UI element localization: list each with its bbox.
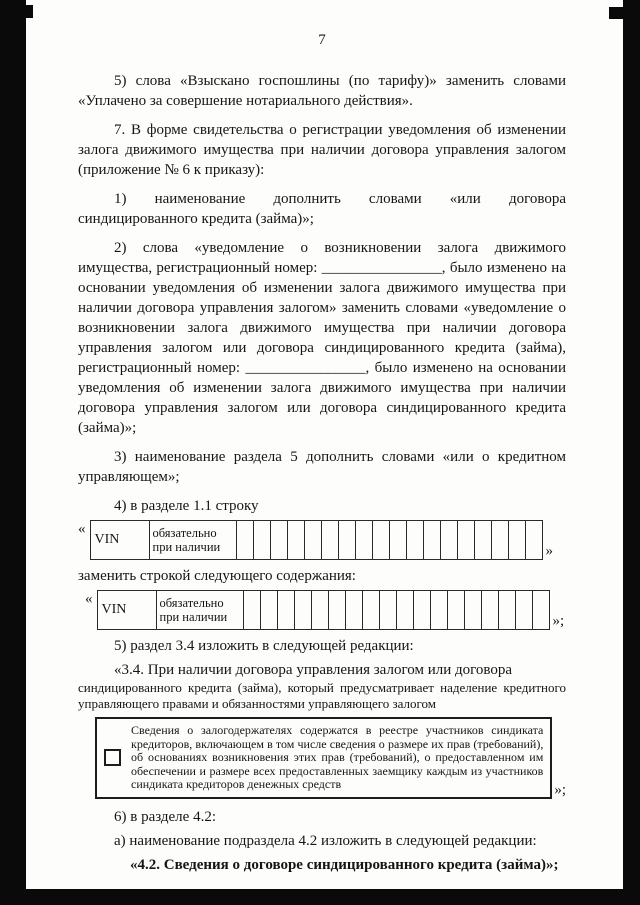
paragraph-sub1: 1) наименование дополнить словами «или договора синдицированного кредита (займа)»; bbox=[78, 191, 566, 227]
vin-empty-cell bbox=[413, 591, 430, 630]
paragraph-sub2: 2) слова «уведомление о возникновении залога движимого имущества, регистрационный номер: ________________, было изменено на основании уведомления об изменении залога движимого имущества при наличии договора управления залогом» заменить словами «уведомление о возникновении залога движимого имущества при наличии договора управления залогом или договора синдицированного кредита (займа), регистрационный номер: ________________, было изменено на основании уведомления об изменении залога движимого имущества при наличии договора управления залогом или договора синдицированного кредита (займа)»; bbox=[78, 240, 566, 436]
vin-empty-cell bbox=[311, 591, 328, 630]
checkbox-text: Сведения о залогодержателях содержатся в реестре участников синдиката кредиторов, включающем в том числе сведения о размере их прав (требований), об основаниях возникновения этих прав (требований), о предоставленном им обеспечении и размере всех предоставленных заемщику каждым из участников синдиката кредиторов денежных средств bbox=[131, 723, 544, 791]
scan-edge-bottom bbox=[0, 889, 640, 905]
vin-empty-cell bbox=[389, 521, 406, 560]
vin-empty-cell bbox=[508, 521, 525, 560]
vin-empty-cell bbox=[474, 521, 491, 560]
paragraph-item5: 5) слова «Взыскано госпошлины (по тарифу)» заменить словами «Уплачено за совершение нотариального действия». bbox=[78, 73, 566, 109]
open-quote: « bbox=[78, 521, 86, 537]
close-quote: »; bbox=[554, 781, 566, 798]
vin-empty-cell bbox=[338, 521, 355, 560]
vin-table bbox=[97, 590, 550, 630]
scan-mark-top-right bbox=[609, 7, 623, 19]
checkbox-icon bbox=[104, 749, 121, 766]
vin-label-cell: VIN bbox=[97, 591, 156, 630]
vin-required-cell: обязательно при наличии bbox=[149, 521, 236, 560]
vin-empty-cell bbox=[491, 521, 508, 560]
vin-empty-cell bbox=[515, 591, 532, 630]
vin-empty-cell bbox=[464, 591, 481, 630]
vin-empty-cell bbox=[294, 591, 311, 630]
scan-edge-left bbox=[0, 0, 26, 905]
checkbox-box bbox=[95, 717, 552, 799]
vin-empty-cell bbox=[532, 591, 549, 630]
vin-empty-cell bbox=[253, 521, 270, 560]
paragraph-sub5: 5) раздел 3.4 изложить в следующей редакции: bbox=[114, 638, 414, 654]
checkbox-form-block bbox=[95, 717, 566, 799]
vin-empty-cell bbox=[423, 521, 440, 560]
vin-empty-cell bbox=[406, 521, 423, 560]
vin-empty-cell bbox=[481, 591, 498, 630]
vin-required-cell: обязательно при наличии bbox=[156, 591, 243, 630]
vin-empty-cell bbox=[447, 591, 464, 630]
vin-label-cell: VIN bbox=[90, 521, 149, 560]
scan-mark-top-left bbox=[20, 5, 33, 18]
vin-empty-cell bbox=[355, 521, 372, 560]
vin-table-row-replacement bbox=[85, 590, 566, 630]
vin-table-row-original bbox=[78, 520, 566, 560]
paragraph-replace: заменить строкой следующего содержания: bbox=[78, 568, 356, 584]
vin-empty-cell bbox=[243, 591, 260, 630]
document-body bbox=[78, 32, 566, 884]
vin-empty-cell bbox=[372, 521, 389, 560]
vin-empty-cell bbox=[328, 591, 345, 630]
paragraph-sub6: 6) в разделе 4.2: bbox=[114, 808, 216, 825]
vin-empty-cell bbox=[270, 521, 287, 560]
vin-empty-cell bbox=[277, 591, 294, 630]
paragraph-sec34-small: синдицированного кредита (займа), который предусматривает наделение кредитного управляющего правами и обязанностями управляющего залогом bbox=[78, 680, 566, 711]
vin-empty-cell bbox=[260, 591, 277, 630]
paragraph-sub6a-title: «4.2. Сведения о договоре синдицированного кредита (займа)»; bbox=[130, 856, 559, 873]
paragraph-sub6a: а) наименование подраздела 4.2 изложить в следующей редакции: bbox=[114, 832, 537, 849]
close-quote: » bbox=[545, 543, 553, 559]
vin-empty-cell bbox=[236, 521, 253, 560]
scan-edge-right bbox=[623, 0, 640, 905]
vin-table bbox=[90, 520, 543, 560]
vin-empty-cell bbox=[362, 591, 379, 630]
vin-empty-cell bbox=[304, 521, 321, 560]
vin-empty-cell bbox=[321, 521, 338, 560]
vin-empty-cell bbox=[379, 591, 396, 630]
paragraph-sub3: 3) наименование раздела 5 дополнить словами «или о кредитном управляющем»; bbox=[78, 449, 566, 485]
open-quote: « bbox=[85, 591, 93, 607]
vin-empty-cell bbox=[457, 521, 474, 560]
paragraph-sub4: 4) в разделе 1.1 строку bbox=[114, 498, 259, 514]
vin-empty-cell bbox=[498, 591, 515, 630]
close-quote: »; bbox=[552, 613, 565, 629]
page-number: 7 bbox=[318, 32, 326, 48]
paragraph-sec34-lead: «3.4. При наличии договора управления залогом или договора bbox=[114, 662, 513, 678]
paragraph-point7: 7. В форме свидетельства о регистрации уведомления об изменении залога движимого имущества при наличии договора управления залогом (приложение № 6 к приказу): bbox=[78, 122, 566, 178]
vin-empty-cell bbox=[287, 521, 304, 560]
vin-empty-cell bbox=[430, 591, 447, 630]
vin-empty-cell bbox=[345, 591, 362, 630]
vin-empty-cell bbox=[396, 591, 413, 630]
vin-empty-cell bbox=[525, 521, 542, 560]
vin-empty-cell bbox=[440, 521, 457, 560]
